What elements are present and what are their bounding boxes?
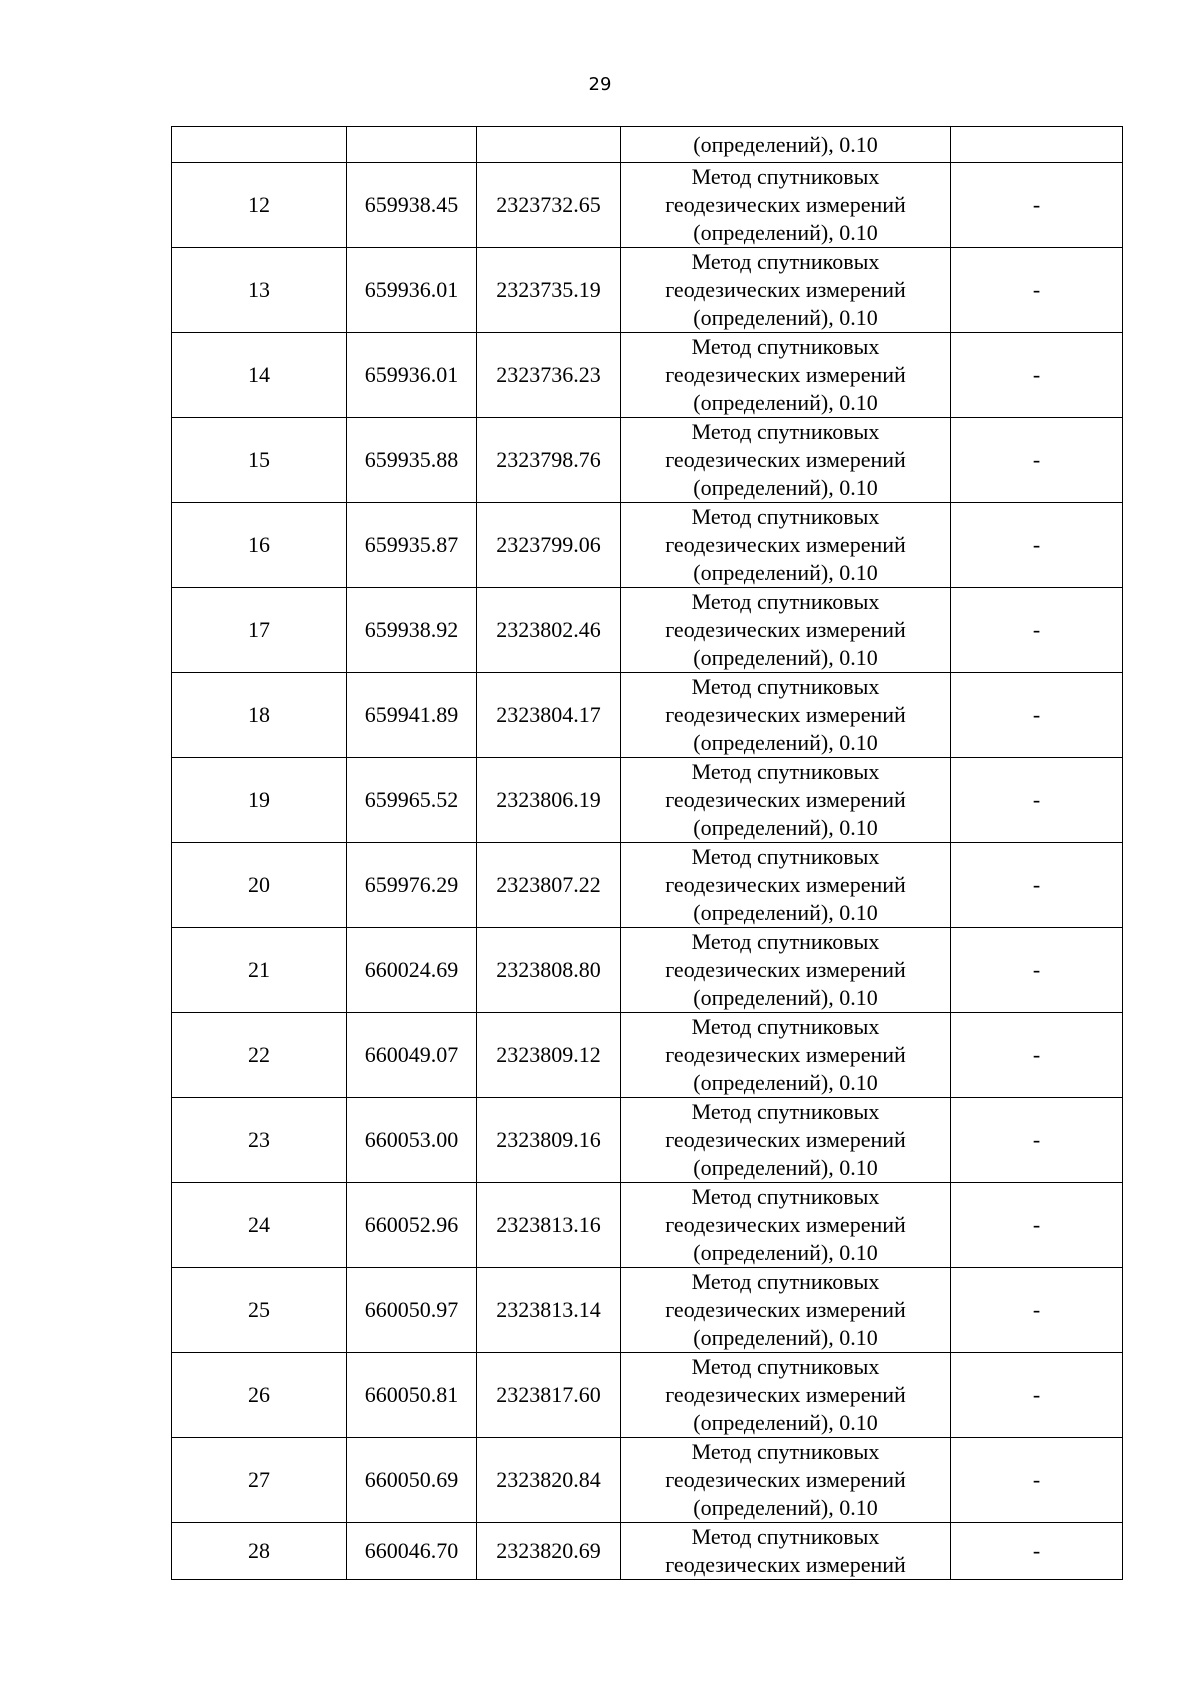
extra-cell: - <box>951 503 1123 588</box>
y-coordinate-cell: 2323808.80 <box>477 928 621 1013</box>
table-row <box>172 843 1123 928</box>
method-line: (определений), 0.10 <box>693 131 878 157</box>
method-line: Метод спутниковых <box>691 1524 880 1549</box>
x-coordinate-cell: 660050.69 <box>347 1438 477 1523</box>
table-row <box>172 1268 1123 1353</box>
y-coordinate-cell: 2323817.60 <box>477 1353 621 1438</box>
method-cell <box>621 127 951 163</box>
method-line: (определений), 0.10 <box>693 645 878 670</box>
method-line: Метод спутниковых <box>691 504 880 529</box>
extra-cell: - <box>951 1098 1123 1183</box>
method-cell <box>621 843 951 928</box>
extra-cell: - <box>951 588 1123 673</box>
y-coordinate-cell: 2323809.12 <box>477 1013 621 1098</box>
method-line: (определений), 0.10 <box>693 560 878 585</box>
point-number-cell: 27 <box>172 1438 347 1523</box>
method-line: геодезических измерений <box>665 362 906 387</box>
x-coordinate-cell: 659941.89 <box>347 673 477 758</box>
table-row <box>172 1183 1123 1268</box>
method-line: Метод спутниковых <box>691 1439 880 1464</box>
method-line: (определений), 0.10 <box>693 305 878 330</box>
method-cell <box>621 503 951 588</box>
table-row <box>172 1353 1123 1438</box>
point-number-cell <box>172 127 347 163</box>
point-number-cell: 22 <box>172 1013 347 1098</box>
method-cell <box>621 1523 951 1580</box>
extra-cell: - <box>951 1268 1123 1353</box>
table-row <box>172 1523 1123 1580</box>
method-line: Метод спутниковых <box>691 844 880 869</box>
x-coordinate-cell <box>347 127 477 163</box>
method-line: Метод спутниковых <box>691 1184 880 1209</box>
y-coordinate-cell: 2323820.69 <box>477 1523 621 1580</box>
x-coordinate-cell: 659938.45 <box>347 163 477 248</box>
y-coordinate-cell: 2323820.84 <box>477 1438 621 1523</box>
extra-cell: - <box>951 1438 1123 1523</box>
method-cell <box>621 333 951 418</box>
y-coordinate-cell: 2323813.16 <box>477 1183 621 1268</box>
point-number-cell: 19 <box>172 758 347 843</box>
method-cell <box>621 1013 951 1098</box>
x-coordinate-cell: 660053.00 <box>347 1098 477 1183</box>
point-number-cell: 16 <box>172 503 347 588</box>
extra-cell: - <box>951 333 1123 418</box>
table-row <box>172 418 1123 503</box>
table-row <box>172 1438 1123 1523</box>
y-coordinate-cell: 2323802.46 <box>477 588 621 673</box>
x-coordinate-cell: 659936.01 <box>347 248 477 333</box>
extra-cell: - <box>951 418 1123 503</box>
x-coordinate-cell: 659976.29 <box>347 843 477 928</box>
method-cell <box>621 758 951 843</box>
table-row <box>172 163 1123 248</box>
point-number-cell: 13 <box>172 248 347 333</box>
method-line: геодезических измерений <box>665 617 906 642</box>
x-coordinate-cell: 660052.96 <box>347 1183 477 1268</box>
x-coordinate-cell: 659935.87 <box>347 503 477 588</box>
point-number-cell: 15 <box>172 418 347 503</box>
extra-cell <box>951 127 1123 163</box>
coordinates-table <box>171 126 1123 1580</box>
extra-cell: - <box>951 248 1123 333</box>
method-line: геодезических измерений <box>665 787 906 812</box>
method-line: (определений), 0.10 <box>693 730 878 755</box>
method-line: Метод спутниковых <box>691 1099 880 1124</box>
point-number-cell: 20 <box>172 843 347 928</box>
method-line: геодезических измерений <box>665 532 906 557</box>
point-number-cell: 18 <box>172 673 347 758</box>
x-coordinate-cell: 659935.88 <box>347 418 477 503</box>
method-cell <box>621 1098 951 1183</box>
extra-cell: - <box>951 843 1123 928</box>
point-number-cell: 23 <box>172 1098 347 1183</box>
method-line: Метод спутниковых <box>691 759 880 784</box>
extra-cell: - <box>951 1523 1123 1580</box>
method-line: геодезических измерений <box>665 1042 906 1067</box>
method-cell <box>621 1438 951 1523</box>
y-coordinate-cell: 2323809.16 <box>477 1098 621 1183</box>
extra-cell: - <box>951 673 1123 758</box>
extra-cell: - <box>951 163 1123 248</box>
extra-cell: - <box>951 1013 1123 1098</box>
point-number-cell: 14 <box>172 333 347 418</box>
method-line: геодезических измерений <box>665 872 906 897</box>
method-line: Метод спутниковых <box>691 589 880 614</box>
method-line: (определений), 0.10 <box>693 1070 878 1095</box>
y-coordinate-cell: 2323736.23 <box>477 333 621 418</box>
method-line: Метод спутниковых <box>691 1354 880 1379</box>
table-row <box>172 588 1123 673</box>
table-row <box>172 503 1123 588</box>
x-coordinate-cell: 659965.52 <box>347 758 477 843</box>
method-line: Метод спутниковых <box>691 249 880 274</box>
method-line: геодезических измерений <box>665 192 906 217</box>
y-coordinate-cell <box>477 127 621 163</box>
method-cell <box>621 1183 951 1268</box>
point-number-cell: 25 <box>172 1268 347 1353</box>
y-coordinate-cell: 2323813.14 <box>477 1268 621 1353</box>
method-line: Метод спутниковых <box>691 1014 880 1039</box>
y-coordinate-cell: 2323806.19 <box>477 758 621 843</box>
method-line: (определений), 0.10 <box>693 1155 878 1180</box>
point-number-cell: 26 <box>172 1353 347 1438</box>
method-line: геодезических измерений <box>665 957 906 982</box>
y-coordinate-cell: 2323798.76 <box>477 418 621 503</box>
method-line: геодезических измерений <box>665 1212 906 1237</box>
extra-cell: - <box>951 928 1123 1013</box>
method-cell <box>621 673 951 758</box>
method-line: (определений), 0.10 <box>693 1325 878 1350</box>
method-line: геодезических измерений <box>665 1297 906 1322</box>
method-line: геодезических измерений <box>665 447 906 472</box>
table-row-continued <box>172 127 1123 163</box>
x-coordinate-cell: 660050.81 <box>347 1353 477 1438</box>
method-line: Метод спутниковых <box>691 929 880 954</box>
point-number-cell: 12 <box>172 163 347 248</box>
table-row <box>172 1013 1123 1098</box>
method-line: (определений), 0.10 <box>693 900 878 925</box>
method-line: (определений), 0.10 <box>693 815 878 840</box>
method-cell <box>621 248 951 333</box>
method-line: (определений), 0.10 <box>693 475 878 500</box>
method-cell <box>621 1353 951 1438</box>
method-line: Метод спутниковых <box>691 164 880 189</box>
method-cell <box>621 163 951 248</box>
x-coordinate-cell: 660050.97 <box>347 1268 477 1353</box>
method-line: Метод спутниковых <box>691 1269 880 1294</box>
table-row <box>172 758 1123 843</box>
y-coordinate-cell: 2323799.06 <box>477 503 621 588</box>
method-line: геодезических измерений <box>665 1127 906 1152</box>
point-number-cell: 17 <box>172 588 347 673</box>
extra-cell: - <box>951 758 1123 843</box>
method-line: геодезических измерений <box>665 1382 906 1407</box>
y-coordinate-cell: 2323804.17 <box>477 673 621 758</box>
method-line: (определений), 0.10 <box>693 985 878 1010</box>
extra-cell: - <box>951 1183 1123 1268</box>
page-number: 29 <box>588 74 612 95</box>
method-line: Метод спутниковых <box>691 419 880 444</box>
method-line: геодезических измерений <box>665 1467 906 1492</box>
table-body <box>172 127 1123 1580</box>
method-line: (определений), 0.10 <box>693 1410 878 1435</box>
method-line: геодезических измерений <box>665 277 906 302</box>
point-number-cell: 21 <box>172 928 347 1013</box>
method-cell <box>621 1268 951 1353</box>
table-row <box>172 673 1123 758</box>
method-line: Метод спутниковых <box>691 334 880 359</box>
method-line: (определений), 0.10 <box>693 1495 878 1520</box>
y-coordinate-cell: 2323735.19 <box>477 248 621 333</box>
method-cell <box>621 588 951 673</box>
y-coordinate-cell: 2323732.65 <box>477 163 621 248</box>
x-coordinate-cell: 660024.69 <box>347 928 477 1013</box>
x-coordinate-cell: 659936.01 <box>347 333 477 418</box>
point-number-cell: 28 <box>172 1523 347 1580</box>
x-coordinate-cell: 660049.07 <box>347 1013 477 1098</box>
method-cell <box>621 928 951 1013</box>
extra-cell: - <box>951 1353 1123 1438</box>
method-line: (определений), 0.10 <box>693 390 878 415</box>
method-line: (определений), 0.10 <box>693 1240 878 1265</box>
table-row <box>172 248 1123 333</box>
point-number-cell: 24 <box>172 1183 347 1268</box>
y-coordinate-cell: 2323807.22 <box>477 843 621 928</box>
method-line: геодезических измерений <box>665 1552 906 1577</box>
x-coordinate-cell: 659938.92 <box>347 588 477 673</box>
table-row <box>172 1098 1123 1183</box>
table-row <box>172 928 1123 1013</box>
method-cell <box>621 418 951 503</box>
table-row <box>172 333 1123 418</box>
x-coordinate-cell: 660046.70 <box>347 1523 477 1580</box>
method-line: Метод спутниковых <box>691 674 880 699</box>
method-line: геодезических измерений <box>665 702 906 727</box>
method-line: (определений), 0.10 <box>693 220 878 245</box>
